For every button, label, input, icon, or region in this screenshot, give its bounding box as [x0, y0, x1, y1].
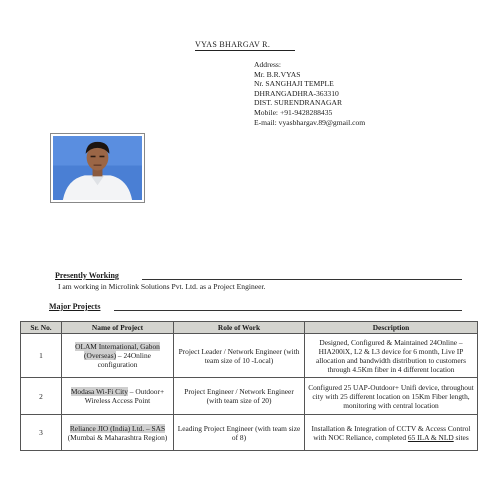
cell-role: Project Leader / Network Engineer (with team size of 10 -Local) — [174, 334, 305, 378]
projects-table — [20, 321, 478, 451]
address-line-email: E-mail: vyasbhargav.89@gmail.com — [254, 117, 366, 127]
address-line-street: Nr. SANGHAJI TEMPLE — [254, 79, 334, 89]
profile-photo — [50, 133, 145, 203]
project-name-detail: – Outdoor+ Wireless Access Point — [84, 387, 165, 405]
address-line-city: DHRANGADHRA-363310 — [254, 88, 339, 98]
projects-table-header-row — [21, 322, 478, 334]
major-projects-heading: Major Projects — [49, 302, 101, 311]
table-row — [21, 378, 478, 415]
project-name-highlight: Reliance JIO (India) Ltd. – SAS — [69, 423, 166, 433]
major-projects-rule — [114, 310, 462, 311]
cell-sr-no: 2 — [21, 378, 62, 415]
presently-working-heading: Presently Working — [55, 271, 119, 280]
address-label: Address: — [254, 60, 281, 69]
project-name-highlight: Modasa Wi-Fi City — [70, 387, 128, 396]
col-header-role: Role of Work — [174, 322, 305, 334]
address-line-name: Mr. B.R.VYAS — [254, 69, 301, 79]
description-sites-count: 65 ILA & NLD — [407, 432, 454, 442]
address-line-mobile: Mobile: +91-9428288435 — [254, 107, 333, 117]
cell-description — [305, 334, 478, 378]
col-header-project-name: Name of Project — [62, 322, 174, 334]
presently-working-rule — [142, 279, 462, 280]
col-header-sr-no: Sr. No. — [21, 322, 62, 334]
address-line-district: DIST. SURENDRANAGAR — [254, 98, 343, 108]
cell-project-name — [62, 334, 174, 378]
description-text: Installation & Integration of CCTV & Access Control with NOC Reliance, completed — [311, 423, 471, 442]
cell-description — [305, 378, 478, 415]
cell-description — [305, 415, 478, 451]
cell-role: Leading Project Engineer (with team size of 8) — [174, 415, 305, 451]
cell-role: Project Engineer / Network Engineer (with team size of 20) — [174, 378, 305, 415]
cell-sr-no: 3 — [21, 415, 62, 451]
profile-photo-image — [53, 136, 142, 200]
project-name-detail: – 24Online configuration — [97, 351, 151, 369]
candidate-name: VYAS BHARGAV R. — [195, 40, 295, 51]
address-block — [254, 60, 365, 127]
col-header-description: Description — [305, 322, 478, 334]
presently-working-text: I am working in Microlink Solutions Pvt. Ltd. as a Project Engineer. — [58, 282, 266, 291]
project-name-highlight: OLAM International, Gabon (Overseas) — [75, 342, 160, 360]
cell-project-name — [62, 378, 174, 415]
description-text-end: sites — [453, 432, 469, 442]
table-row — [21, 415, 478, 451]
cell-project-name — [62, 415, 174, 451]
description-text: Designed, Configured & Maintained 24Online –HIA200iX, L2 & L3 device for 6 month, Live IP allocation and bandwidth distribution to customers through 4.5Km fiber in 4 different location — [315, 337, 467, 374]
table-row — [21, 334, 478, 378]
cell-sr-no: 1 — [21, 334, 62, 378]
project-name-detail: (Mumbai & Maharashtra Region) — [67, 432, 168, 442]
description-text: Configured 25 UAP-Outdoor+ Unifi device, throughout city with 25 different location on 15Km Fiber length, monitoring with central location — [308, 382, 474, 410]
